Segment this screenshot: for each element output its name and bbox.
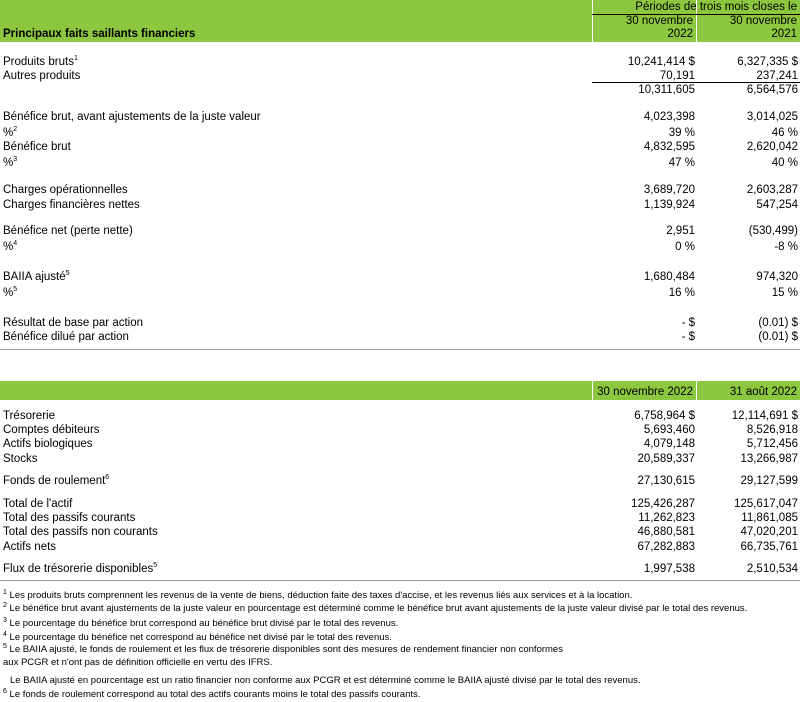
value-col2: 237,241 — [756, 70, 798, 82]
footnote-ref: 4 — [13, 240, 18, 248]
value-col1: 0 % — [675, 241, 695, 253]
table1-row — [0, 330, 800, 345]
value-col1: 10,311,605 — [638, 84, 695, 96]
table1-title: Principaux faits saillants financiers — [3, 28, 196, 40]
value-col1: 47 % — [668, 157, 695, 169]
value-col2: 29,127,599 — [740, 475, 798, 487]
row-label: Flux de trésorerie disponibles$^5$ — [3, 562, 158, 575]
footnote-number: 5 — [3, 642, 7, 650]
footnote-ref: 5 — [65, 270, 70, 278]
value-col1: 3,689,720 — [643, 184, 695, 196]
row-label: %$^2$ — [3, 126, 18, 139]
table2-row — [0, 474, 800, 489]
value-col2: 2,603,287 — [746, 184, 798, 196]
row-label: Résultat de base par action — [3, 317, 144, 329]
footnote: $^3$ Le pourcentage du bénéfice brut correspond au bénéfice brut divisé par le total des revenus. — [3, 616, 399, 629]
row-label: Charges financières nettes — [3, 199, 140, 211]
value-col2: 5,712,456 — [746, 438, 798, 450]
footnote: $^6$ Le fonds de roulement correspond au total des actifs courants moins le total des passifs courants. — [3, 687, 421, 700]
value-col1: 6,758,964 $ — [634, 410, 695, 422]
value-col2: 12,114,691 $ — [731, 410, 798, 422]
period-header: Périodes de trois mois closes le — [635, 1, 797, 13]
footnote-ref: 2 — [13, 126, 18, 134]
table2-col1-header: 30 novembre 2022 — [597, 386, 693, 398]
value-col1: 39 % — [668, 127, 695, 139]
value-col1: 67,282,883 — [637, 541, 695, 553]
value-col1: - $ — [681, 317, 695, 329]
value-col1: 46,880,581 — [637, 526, 695, 538]
value-col2: 66,735,761 — [740, 541, 798, 553]
col1-year: 2022 — [667, 28, 693, 40]
table2-row — [0, 562, 800, 577]
value-col2: -8 % — [774, 241, 798, 253]
value-col1: 4,023,398 — [643, 111, 695, 123]
table2-row — [0, 409, 800, 424]
value-col2: 6,564,576 — [746, 84, 798, 96]
row-label: Total de l'actif — [3, 498, 73, 510]
table2-row — [0, 452, 800, 467]
col2-year: 2021 — [771, 28, 797, 40]
footnote: $^1$ Les produits bruts comprennent les revenus de la vente de biens, déduction faite des taxes d'accise, et les revenus liés aux services et à la location. — [3, 588, 633, 601]
value-col1: 20,589,337 — [637, 453, 695, 465]
row-label: Stocks — [3, 453, 38, 465]
row-label: Actifs biologiques — [3, 438, 93, 450]
row-label: Fonds de roulement$^6$ — [3, 474, 110, 487]
value-col2: 6,327,335 $ — [737, 56, 798, 68]
row-label: %$^4$ — [3, 240, 18, 253]
footnote: $^4$ Le pourcentage du bénéfice net correspond au bénéfice net divisé par le total des revenus. — [3, 630, 392, 643]
row-label: %$^5$ — [3, 286, 18, 299]
table1-row — [0, 126, 800, 141]
value-col2: 3,014,025 — [746, 111, 798, 123]
value-col1: 4,832,595 — [643, 141, 695, 153]
row-label: Total des passifs courants — [3, 512, 136, 524]
table1-row — [0, 198, 800, 213]
row-label: Bénéfice brut — [3, 141, 71, 153]
table1-row — [0, 156, 800, 171]
table1-row — [0, 316, 800, 331]
subtotal-rule — [592, 82, 800, 83]
table1-row — [0, 183, 800, 198]
value-col1: 5,693,460 — [643, 424, 695, 436]
footnote-ref: 3 — [13, 156, 18, 164]
footnote: Le BAIIA ajusté en pourcentage est un ratio financier non conforme aux PCGR et est déterminé comme le BAIIA ajusté divisé par le total des revenus. — [10, 675, 641, 686]
value-col2: 40 % — [771, 157, 798, 169]
value-col2: 8,526,918 — [746, 424, 798, 436]
table2-row — [0, 525, 800, 540]
table2-row — [0, 511, 800, 526]
table1-row — [0, 224, 800, 239]
value-col2: 13,266,987 — [740, 453, 798, 465]
value-col2: 11,861,085 — [741, 512, 798, 524]
row-label: Comptes débiteurs — [3, 424, 100, 436]
value-col2: 15 % — [771, 287, 798, 299]
value-col1: 1,680,484 — [643, 271, 695, 283]
footnote: aux PCGR et n'ont pas de définition officielle en vertu des IFRS. — [3, 657, 273, 668]
value-col1: 10,241,414 $ — [627, 56, 695, 68]
value-col2: 2,620,042 — [746, 141, 798, 153]
value-col2: 47,020,201 — [740, 526, 798, 538]
table1-row — [0, 286, 800, 301]
footnote-number: 4 — [3, 630, 7, 638]
footnote-ref: 6 — [105, 474, 110, 482]
value-col1: 2,951 — [666, 225, 695, 237]
value-col1: 70,191 — [659, 70, 695, 82]
table1-row — [0, 83, 800, 98]
value-col1: 4,079,148 — [643, 438, 695, 450]
row-label: Actifs nets — [3, 541, 57, 553]
footnote-ref: 5 — [13, 286, 18, 294]
footnote-number: 1 — [3, 588, 7, 596]
footnote-number: 6 — [3, 687, 7, 695]
row-label: Trésorerie — [3, 410, 55, 422]
table1-row — [0, 55, 800, 70]
value-col2: (0.01) $ — [758, 331, 798, 343]
value-col1: - $ — [681, 331, 695, 343]
row-label: BAIIA ajusté$^5$ — [3, 270, 70, 283]
footnote: $^2$ Le bénéfice brut avant ajustements de la juste valeur en pourcentage est déterminé comme le bénéfice brut avant ajustements de la juste valeur divisé par le total des revenus. — [3, 601, 748, 614]
value-col1: 1,997,538 — [643, 563, 695, 575]
value-col1: 11,262,823 — [638, 512, 695, 524]
table2-row — [0, 437, 800, 452]
row-label: Bénéfice net (perte nette) — [3, 225, 133, 237]
table2-col2-header: 31 août 2022 — [729, 386, 797, 398]
table1-row — [0, 270, 800, 285]
table2-row — [0, 423, 800, 438]
value-col1: 1,139,924 — [643, 199, 695, 211]
footnote: $^5$ Le BAIIA ajusté, le fonds de roulement et les flux de trésorerie disponibles sont des mesures de rendement financier non conformes — [3, 642, 563, 655]
value-col2: 974,320 — [756, 271, 798, 283]
value-col1: 125,426,287 — [631, 498, 695, 510]
value-col2: 46 % — [771, 127, 798, 139]
value-col2: 547,254 — [756, 199, 798, 211]
footnote-number: 2 — [3, 601, 7, 609]
value-col1: 27,130,615 — [637, 475, 695, 487]
row-label: Charges opérationnelles — [3, 184, 128, 196]
col1-date: 30 novembre — [625, 15, 693, 27]
row-label: Bénéfice brut, avant ajustements de la juste valeur — [3, 111, 261, 123]
row-label: Total des passifs non courants — [3, 526, 158, 538]
row-label: %$^3$ — [3, 156, 18, 169]
table1-row — [0, 110, 800, 125]
value-col2: (530,499) — [748, 225, 798, 237]
row-label: Autres produits — [3, 70, 81, 82]
table1-row — [0, 140, 800, 155]
footnote-number: 3 — [3, 616, 7, 624]
value-col2: 125,617,047 — [734, 498, 798, 510]
table2-row — [0, 540, 800, 555]
footnote-ref: 5 — [153, 562, 158, 570]
footnote-ref: 1 — [73, 55, 78, 63]
value-col1: 16 % — [668, 287, 695, 299]
table2-row — [0, 497, 800, 512]
row-label: Bénéfice dilué par action — [3, 331, 129, 343]
col2-date: 30 novembre — [729, 15, 797, 27]
value-col2: 2,510,534 — [746, 563, 798, 575]
table1-row — [0, 240, 800, 255]
row-label: Produits bruts$^1$ — [3, 55, 78, 68]
value-col2: (0.01) $ — [758, 317, 798, 329]
